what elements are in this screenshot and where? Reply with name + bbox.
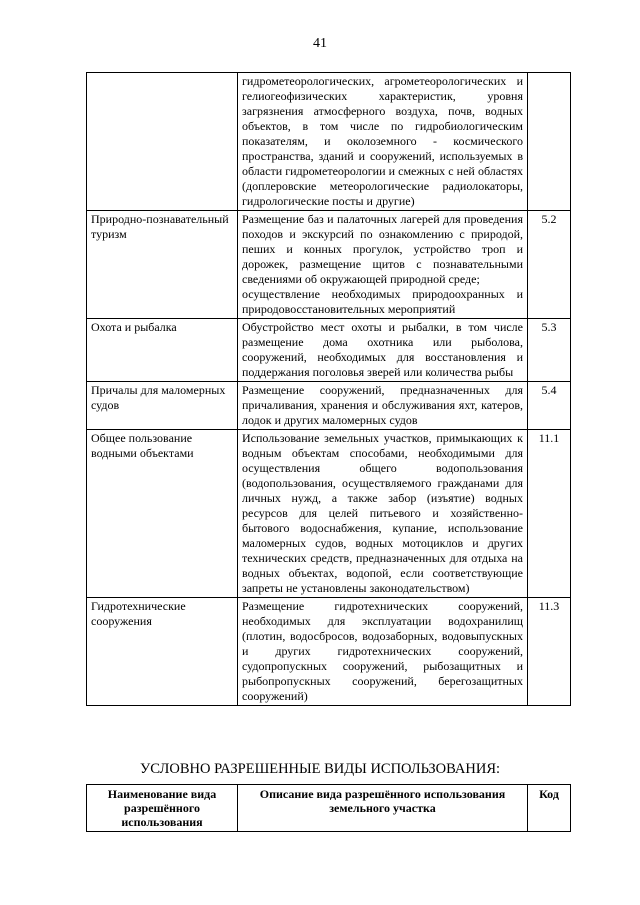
use-description-cell: Размещение гидротехнических сооружений, необходимых для эксплуатации водохранилищ (плотин, водосбросов, водозаборных, водовыпускных и других гидротехнических сооружений, судопропускных сооружений, рыбозащитных и рыбопропускных сооружений, берегозащитных сооружений) [238, 598, 528, 706]
use-description-cell: Обустройство мест охоты и рыбалки, в том числе размещение дома охотника или рыболова, сооружений, необходимых для восстановления и поддержания поголовья зверей или количества рыбы [238, 319, 528, 382]
use-name-cell: Общее пользование водными объектами [87, 430, 238, 598]
table-row [87, 598, 571, 706]
use-code-cell: 5.3 [528, 319, 571, 382]
use-name-cell: Охота и рыбалка [87, 319, 238, 382]
column-header-name: Наименование вида разрешённого использования [87, 785, 238, 832]
conditional-use-table-header [86, 784, 571, 832]
column-header-code: Код [528, 785, 571, 832]
use-code-cell: 5.4 [528, 382, 571, 430]
section-heading: УСЛОВНО РАЗРЕШЕННЫЕ ВИДЫ ИСПОЛЬЗОВАНИЯ: [139, 761, 501, 777]
page-number: 41 [313, 36, 327, 51]
column-header-description: Описание вида разрешённого использования земельного участка [238, 785, 528, 832]
use-description-cell: Использование земельных участков, примыкающих к водным объектам способами, необходимыми для осуществления общего водопользования (водопользования, осуществляемого гражданами для личных нужд, а также забор (изъятие) водных ресурсов для целей питьевого и хозяйственно-бытового водоснабжения, купание, использование маломерных судов, водных мотоциклов и других технических средств, предназначенных для отдыха на водных объектах, водопой, если соответствующие запреты не установлены законодательством) [238, 430, 528, 598]
use-description-cell: Размещение баз и палаточных лагерей для проведения походов и экскурсий по ознакомлению с природой, пеших и конных прогулок, устройство троп и дорожек, размещение щитов с познавательными сведениями об окружающей природной среде; осуществление необходимых природоохранных и природовосстановительных мероприятий [238, 211, 528, 319]
use-code-cell: 11.3 [528, 598, 571, 706]
use-code-cell: 5.2 [528, 211, 571, 319]
table-row [87, 73, 571, 211]
use-name-cell: Причалы для маломерных судов [87, 382, 238, 430]
use-name-cell: Природно-познавательный туризм [87, 211, 238, 319]
use-code-cell [528, 73, 571, 211]
table-row [87, 382, 571, 430]
table-row [87, 211, 571, 319]
land-use-table [86, 72, 571, 706]
table-row [87, 430, 571, 598]
use-description-cell: Размещение сооружений, предназначенных для причаливания, хранения и обслуживания яхт, катеров, лодок и других маломерных судов [238, 382, 528, 430]
use-name-cell: Гидротехнические сооружения [87, 598, 238, 706]
use-name-cell [87, 73, 238, 211]
header-row [87, 785, 571, 832]
use-code-cell: 11.1 [528, 430, 571, 598]
use-description-cell: гидрометеорологических, агрометеорологических и гелиогеофизических характеристик, уровня загрязнения атмосферного воздуха, почв, водных объектов, в том числе по гидробиологическим показателям, и околоземного - космического пространства, зданий и сооружений, используемых в области гидрометеорологии и смежных с ней областях (доплеровские метеорологические радиолокаторы, гидрологические посты и другие) [238, 73, 528, 211]
table-row [87, 319, 571, 382]
